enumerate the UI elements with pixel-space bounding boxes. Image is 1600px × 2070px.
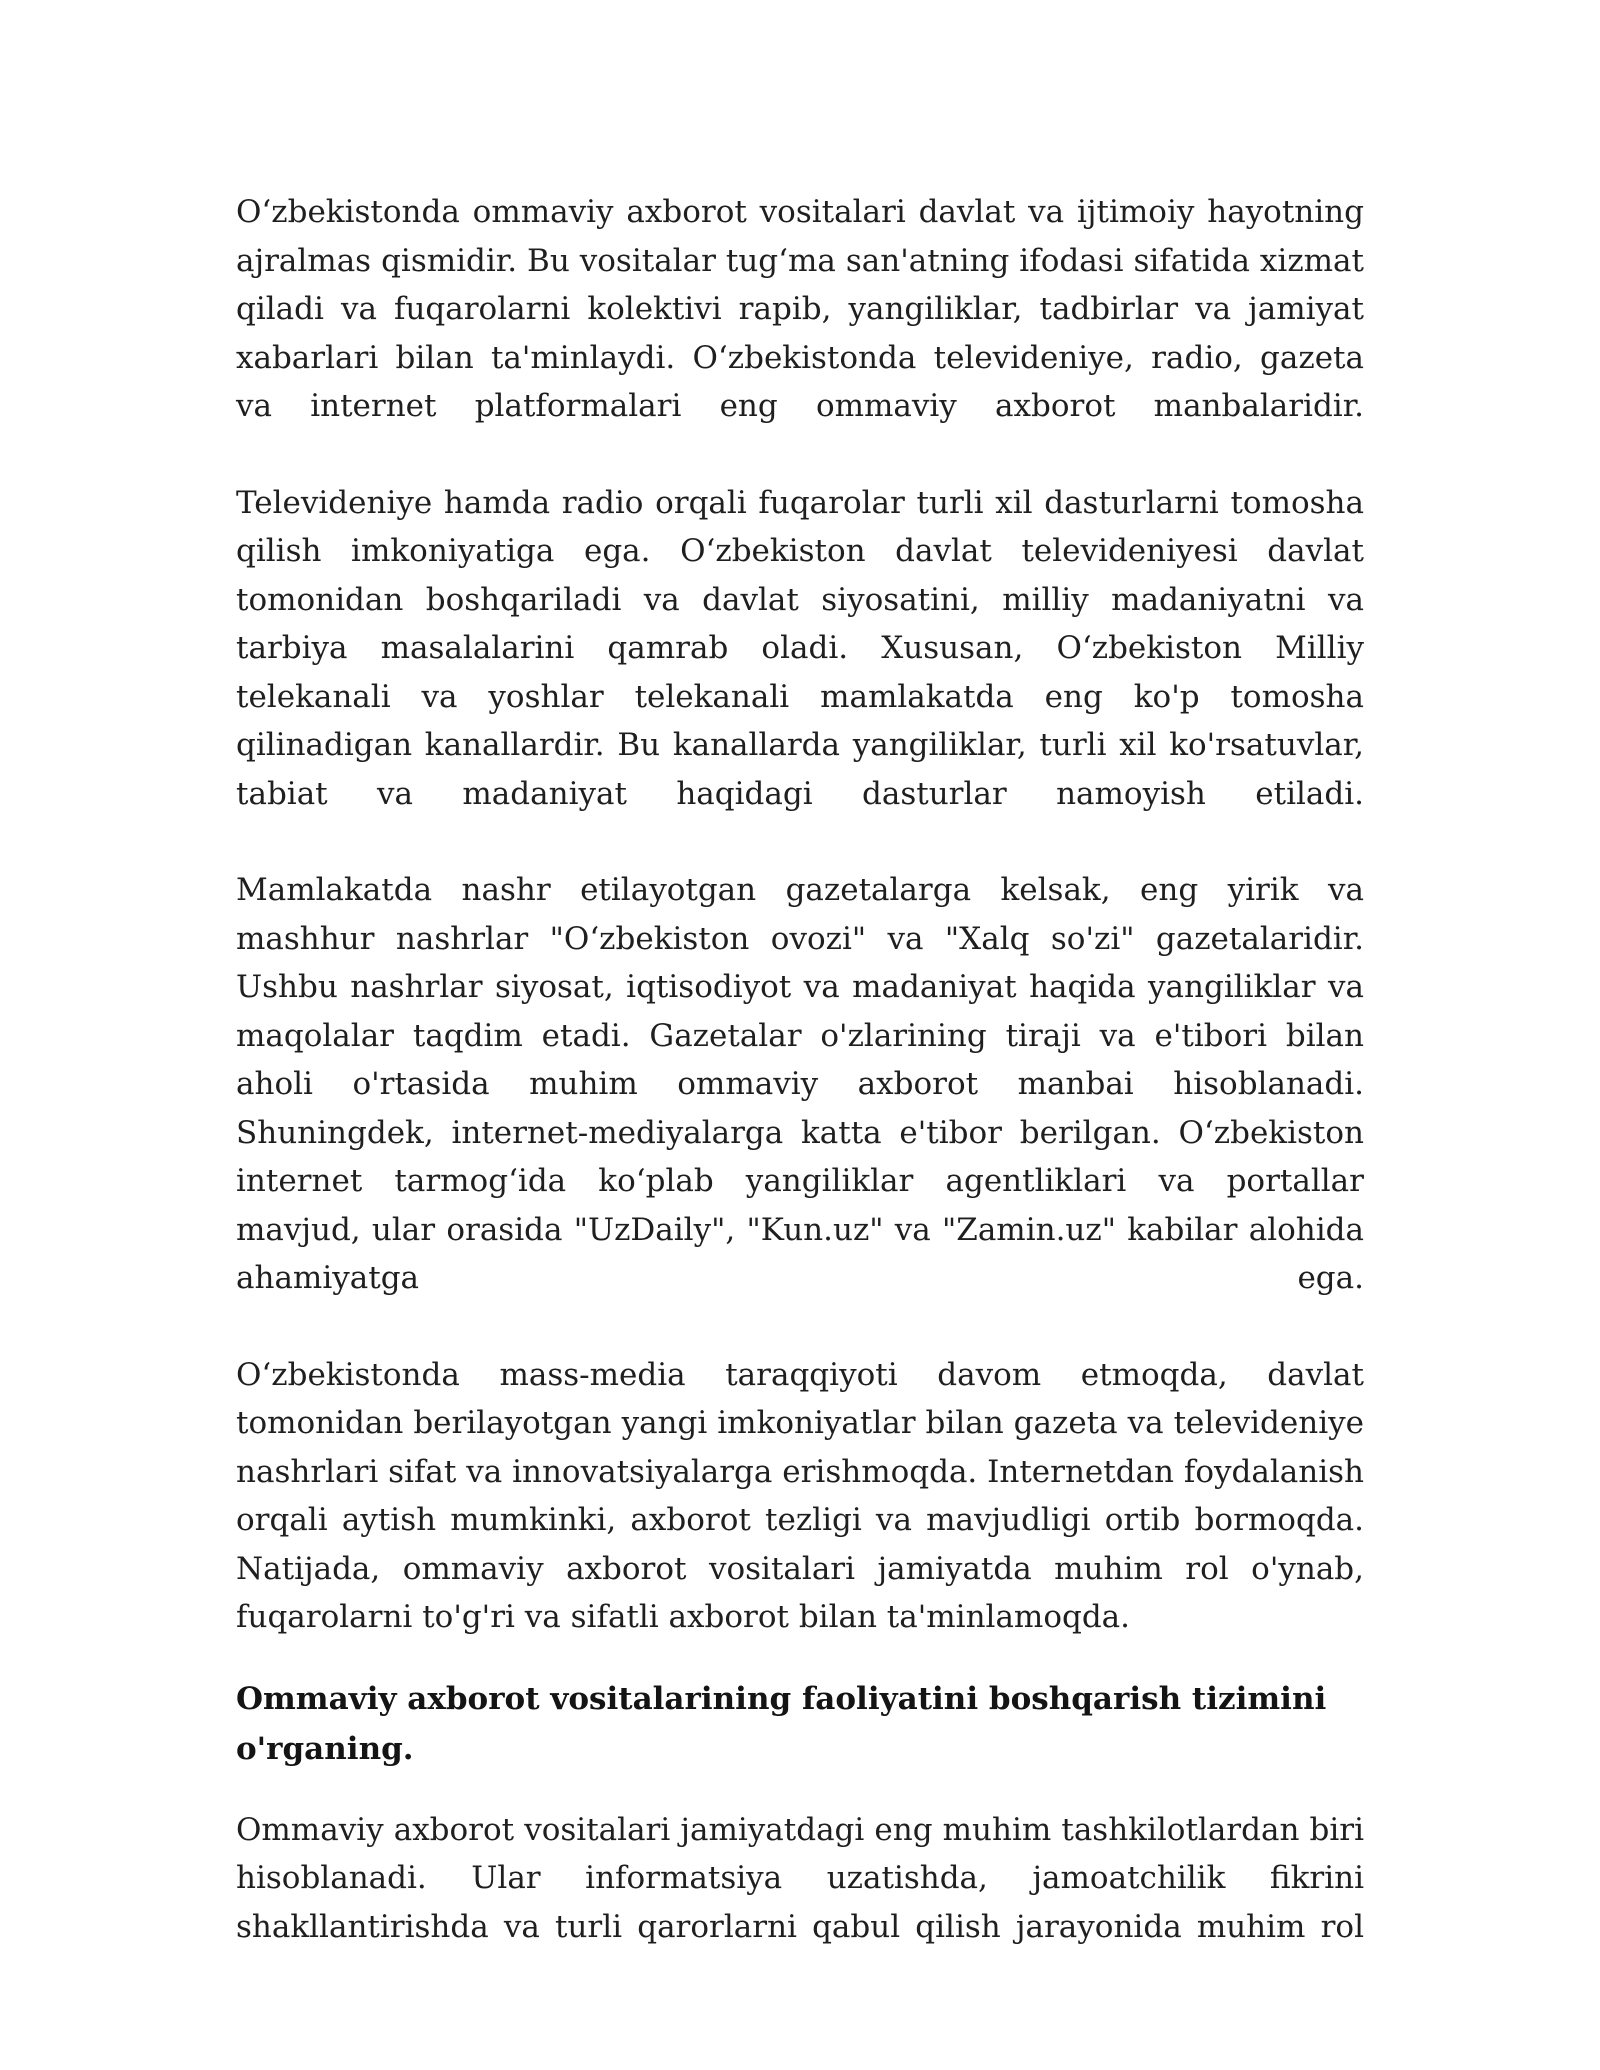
paragraph-television-radio: Televideniye hamda radio orqali fuqarolar turli xil dasturlarni tomosha qilish imkoniyatiga ega. Oʻzbekiston davlat televideniyesi davlat tomonidan boshqariladi va davlat siyosatini, milliy madaniyatni va tarbiya masalalarini qamrab oladi. Xususan, Oʻzbekiston Milliy telekanali va yoshlar telekanali mamlakatda eng ko'p tomosha qilinadigan kanallardir. Bu kanallarda yangiliklar, turli xil ko'rsatuvlar, tabiat va madaniyat haqidagi dasturlar namoyish etiladi. — [236, 484, 1364, 812]
paragraph-newspapers-internet: Mamlakatda nashr etilayotgan gazetalarga kelsak, eng yirik va mashhur nashrlar "Oʻzbekiston ovozi" va "Xalq so'zi" gazetalaridir. Ushbu nashrlar siyosat, iqtisodiyot va madaniyat haqida yangiliklar va maqolalar taqdim etadi. Gazetalar o'zlarining tiraji va e'tibori bilan aholi o'rtasida muhim ommaviy axborot manbai hisoblanadi. Shuningdek, internet-mediyalarga katta e'tibor berilgan. Oʻzbekiston internet tarmogʻida koʻplab yangiliklar agentliklari va portallar mavjud, ular orasida "UzDaily", "Kun.uz" va "Zamin.uz" kabilar alohida ahamiyatga ega. — [236, 872, 1364, 1296]
paragraph-spacer — [236, 431, 1364, 479]
section-heading: Ommaviy axborot vositalarining faoliyatini boshqarish tizimini o'rganing. — [236, 1680, 1327, 1767]
paragraph-spacer — [236, 1774, 1364, 1806]
document-body — [236, 188, 1364, 1951]
paragraph-spacer — [236, 818, 1364, 866]
paragraph-spacer — [236, 1303, 1364, 1351]
paragraph-media-overview: Oʻzbekistonda ommaviy axborot vositalari davlat va ijtimoiy hayotning ajralmas qismidir. Bu vositalar tugʻma san'atning ifodasi sifatida xizmat qiladi va fuqarolarni kolektivi rapib, yangiliklar, tadbirlar va jamiyat xabarlari bilan ta'minlaydi. Oʻzbekistonda televideniye, radio, gazeta va internet platformalari eng ommaviy axborot manbalaridir. — [236, 194, 1364, 424]
paragraph-media-role: Ommaviy axborot vositalari jamiyatdagi eng muhim tashkilotlardan biri hisoblanadi. Ular informatsiya uzatishda, jamoatchilik fikrini shakllantirishda va turli qarorlarni qabul qilish jarayonida muhim rol — [236, 1811, 1364, 1945]
paragraph-media-development: Oʻzbekistonda mass-media taraqqiyoti davom etmoqda, davlat tomonidan berilayotgan yangi imkoniyatlar bilan gazeta va televideniye nashrlari sifat va innovatsiyalarga erishmoqda. Internetdan foydalanish orqali aytish mumkinki, axborot tezligi va mavjudligi ortib bormoqda. Natijada, ommaviy axborot vositalari jamiyatda muhim rol o'ynab, fuqarolarni to'g'ri va sifatli axborot bilan ta'minlamoqda. — [236, 1356, 1365, 1635]
paragraph-spacer — [236, 1642, 1364, 1674]
